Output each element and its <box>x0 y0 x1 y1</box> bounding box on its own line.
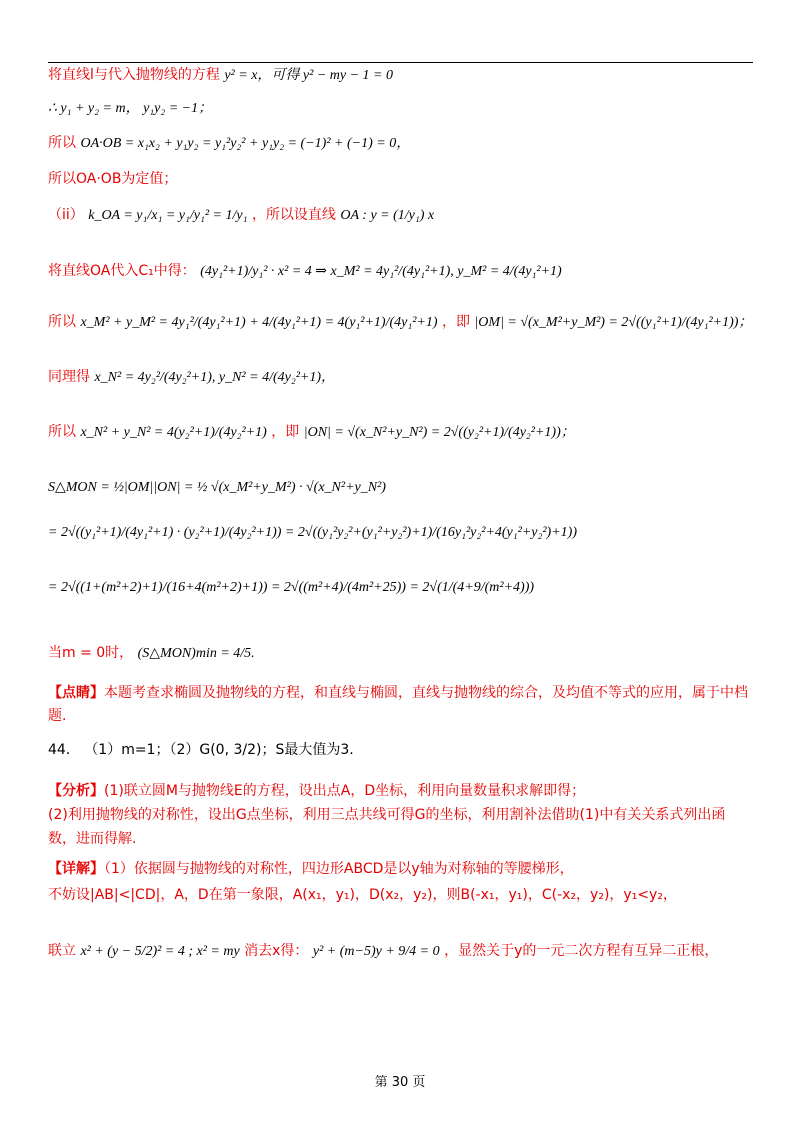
analysis-block <box>48 779 753 851</box>
line-8 <box>48 368 335 387</box>
line-4 <box>48 170 177 188</box>
analysis-tag: 【分析】 <box>48 783 104 799</box>
line-8-math: x_N² = 4y₂²/(4y₂²+1), y_N² = 4/(4y₂²+1)， <box>94 370 336 385</box>
detail-p3-end: ，显然关于y的一元二次方程有互异二正根， <box>444 943 719 959</box>
line-13-text: 当m = 0时， <box>48 645 134 661</box>
line-7 <box>48 313 752 332</box>
q44-answer: （1）m=1；（2）G(0, 3/2)；S最大值为3. <box>84 742 354 758</box>
line-11-math: = 2√((y₁²+1)/(4y₁²+1) · (y₂²+1)/(4y₂²+1)) = 2√((y₁²y₂²+(y₁²+y₂²)+1)/(16y₁²y₂²+4(y₁²+y₂²)+1)) <box>48 525 577 540</box>
line-10-math: S△MON = ½|OM||ON| = ½ √(x_M²+y_M²) · √(x_N²+y_N²) <box>48 480 386 495</box>
comment-tag: 【点睛】 <box>48 685 104 701</box>
line-7-math2: |OM| = √(x_M²+y_M²) = 2√((y₁²+1)/(4y₁²+1))； <box>474 315 753 330</box>
line-1 <box>48 66 393 85</box>
line-3-math: OA·OB = x₁x₂ + y₁y₂ = y₁²y₂² + y₁y₂ = (−1)² + (−1) = 0， <box>80 136 411 151</box>
detail-block <box>48 856 753 908</box>
line-6 <box>48 262 562 281</box>
analysis-p2: (2)利用抛物线的对称性，设出G点坐标，利用三点共线可得G的坐标，利用割补法借助(1)中有关关系式列出函数，进而得解. <box>48 807 726 847</box>
line-5-text2: ，所以设直线 <box>251 207 336 223</box>
detail-p3-eq: y² + (m−5)y + 9/4 = 0 <box>312 944 440 959</box>
line-6-math: (4y₁²+1)/y₁² · x² = 4 ⇒ x_M² = 4y₁²/(4y₁²+1), y_M² = 4/(4y₁²+1) <box>200 264 562 279</box>
line-1-text: 将直线l与代入抛物线的方程 <box>48 67 220 83</box>
line-2-math: ∴ y₁ + y₂ = m， y₁y₂ = −1； <box>48 101 213 116</box>
line-3-text: 所以 <box>48 135 76 151</box>
line-5-math: k_OA = y₁/x₁ = y₁/y₁² = 1/y₁ <box>88 208 248 223</box>
page-number: 第 30 页 <box>374 1075 426 1090</box>
line-7-text: 所以 <box>48 314 76 330</box>
q44-number: 44． <box>48 742 80 758</box>
line-13-math: (S△MON)min = 4/5. <box>137 646 255 661</box>
line-4-text: 所以OA·OB为定值； <box>48 171 178 187</box>
detail-p2: 不妨设|AB|<|CD|，A，D在第一象限，A(x₁，y₁)，D(x₂，y₂)，则B(-x₁，y₁)，C(-x₂，y₂)，y₁<y₂， <box>48 887 677 903</box>
line-9-math: x_N² + y_N² = 4(y₂²+1)/(4y₂²+1) <box>80 425 267 440</box>
line-9-math2: |ON| = √(x_N²+y_N²) = 2√((y₂²+1)/(4y₂²+1))； <box>303 425 575 440</box>
detail-p3-mid: 消去x得： <box>244 943 309 959</box>
line-1-math: y² = x，可得 y² − my − 1 = 0 <box>224 68 393 83</box>
line-12 <box>48 578 534 597</box>
detail-p1: （1）依据圆与抛物线的对称性，四边形ABCD是以y轴为对称轴的等腰梯形， <box>104 861 574 877</box>
detail-p3-system: x² + (y − 5/2)² = 4 ; x² = my <box>80 944 240 959</box>
comment-block <box>48 682 753 728</box>
line-9-text2: ，即 <box>271 424 300 440</box>
line-11 <box>48 523 577 542</box>
line-2 <box>48 99 212 118</box>
line-8-text: 同理得 <box>48 369 90 385</box>
comment-text: 本题考查求椭圆及抛物线的方程，和直线与椭圆，直线与抛物线的综合，及均值不等式的应用，属于中档题. <box>48 685 748 724</box>
line-5-math2: OA : y = (1/y₁) x <box>340 208 435 223</box>
analysis-p1: (1)联立圆M与抛物线E的方程，设出点A，D坐标，利用向量数量积求解即得； <box>104 783 586 799</box>
line-9 <box>48 423 575 442</box>
detail-p3 <box>48 942 718 961</box>
line-13 <box>48 644 255 663</box>
line-5 <box>48 206 434 225</box>
detail-p3-label: 联立 <box>48 943 76 959</box>
line-7-math: x_M² + y_M² = 4y₁²/(4y₁²+1) + 4/(4y₁²+1) = 4(y₁²+1)/(4y₁²+1) <box>80 315 438 330</box>
line-3 <box>48 134 410 153</box>
line-5-text: （ii） <box>48 207 84 223</box>
q44-line <box>48 741 354 759</box>
top-rule <box>48 62 753 63</box>
detail-tag: 【详解】 <box>48 861 104 877</box>
line-10 <box>48 478 386 497</box>
line-6-text: 将直线OA代入C₁中得： <box>48 263 196 279</box>
line-7-text2: ，即 <box>442 314 470 330</box>
line-12-math: = 2√((1+(m²+2)+1)/(16+4(m²+2)+1)) = 2√((m²+4)/(4m²+25)) = 2√(1/(4+9/(m²+4))) <box>48 580 535 595</box>
line-9-text: 所以 <box>48 424 76 440</box>
